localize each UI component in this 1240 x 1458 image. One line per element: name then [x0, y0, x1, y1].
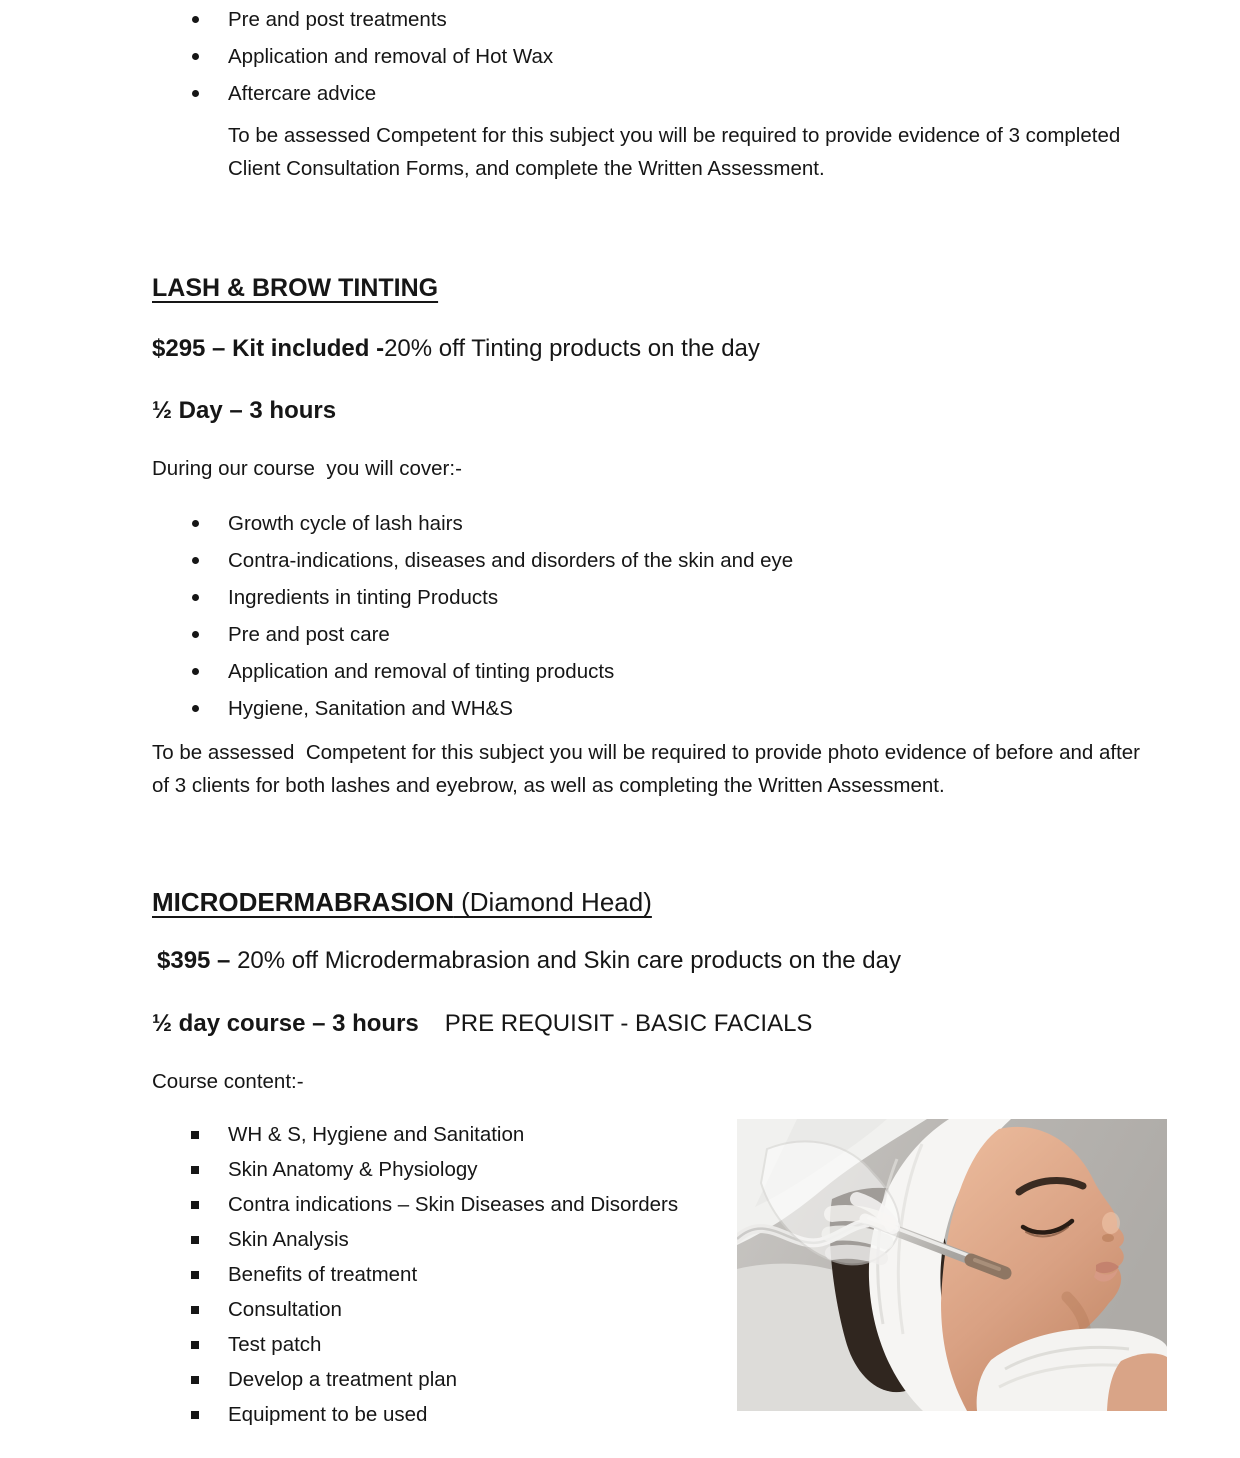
list-item: Application and removal of Hot Wax	[152, 45, 1167, 69]
lash-price-offer: 20% off Tinting products on the day	[384, 335, 760, 362]
micro-price-offer: 20% off Microdermabrasion and Skin care products on the day	[230, 947, 901, 974]
list-item: Benefits of treatment	[152, 1263, 737, 1287]
treatment-photo-illustration	[737, 1119, 1167, 1411]
list-item: Test patch	[152, 1333, 737, 1357]
list-item: Develop a treatment plan	[152, 1368, 737, 1392]
lash-bullet-list	[152, 512, 1167, 721]
lash-assessment-note: To be assessed Competent for this subject you will be required to provide photo evidence of before and after of 3 clients for both lashes and eyebrow, as well as completing the Written Assessment.	[152, 741, 1146, 797]
list-item: Consultation	[152, 1298, 737, 1322]
list-item: Aftercare advice	[152, 82, 1167, 106]
waxing-bullet-list	[152, 8, 1167, 106]
micro-duration-line	[152, 1009, 1167, 1039]
list-item: Skin Anatomy & Physiology	[152, 1158, 737, 1182]
microdermabrasion-heading	[152, 886, 1167, 918]
lash-cover-intro: During our course you will cover:-	[152, 457, 462, 480]
lash-price-bold: $295 – Kit included -	[152, 335, 385, 362]
micro-content-row	[152, 1123, 1167, 1438]
list-item: Equipment to be used	[152, 1403, 737, 1427]
list-item: Contra-indications, diseases and disorders of the skin and eye	[152, 549, 1167, 573]
list-item: Contra indications – Skin Diseases and Disorders	[152, 1193, 737, 1217]
list-item: Growth cycle of lash hairs	[152, 512, 1167, 536]
list-item: Application and removal of tinting products	[152, 660, 1167, 684]
micro-content-intro: Course content:-	[152, 1070, 304, 1093]
list-item: Skin Analysis	[152, 1228, 737, 1252]
micro-bullet-list	[152, 1123, 737, 1438]
list-item: Pre and post care	[152, 623, 1167, 647]
list-item: Pre and post treatments	[152, 8, 1167, 32]
treatment-photo	[737, 1119, 1167, 1411]
micro-price-line	[152, 946, 1167, 976]
micro-price-bold: $395 –	[157, 947, 231, 974]
microdermabrasion-heading-bold: MICRODERMABRASION	[152, 887, 454, 917]
micro-duration: ½ day course – 3 hours	[152, 1010, 419, 1037]
list-item: Ingredients in tinting Products	[152, 586, 1167, 610]
microdermabrasion-heading-subtitle: (Diamond Head)	[453, 887, 652, 917]
list-item: WH & S, Hygiene and Sanitation	[152, 1123, 737, 1147]
lash-price-line	[152, 334, 1167, 364]
lash-brow-heading: LASH & BROW TINTING	[152, 274, 439, 302]
list-item: Hygiene, Sanitation and WH&S	[152, 697, 1167, 721]
waxing-assessment-note: To be assessed Competent for this subject you will be required to provide evidence of 3 completed Client Consultation Forms, and complete the Written Assessment.	[228, 124, 1126, 180]
lash-duration: ½ Day – 3 hours	[152, 397, 337, 424]
micro-prerequisite: PRE REQUISIT - BASIC FACIALS	[444, 1010, 813, 1037]
